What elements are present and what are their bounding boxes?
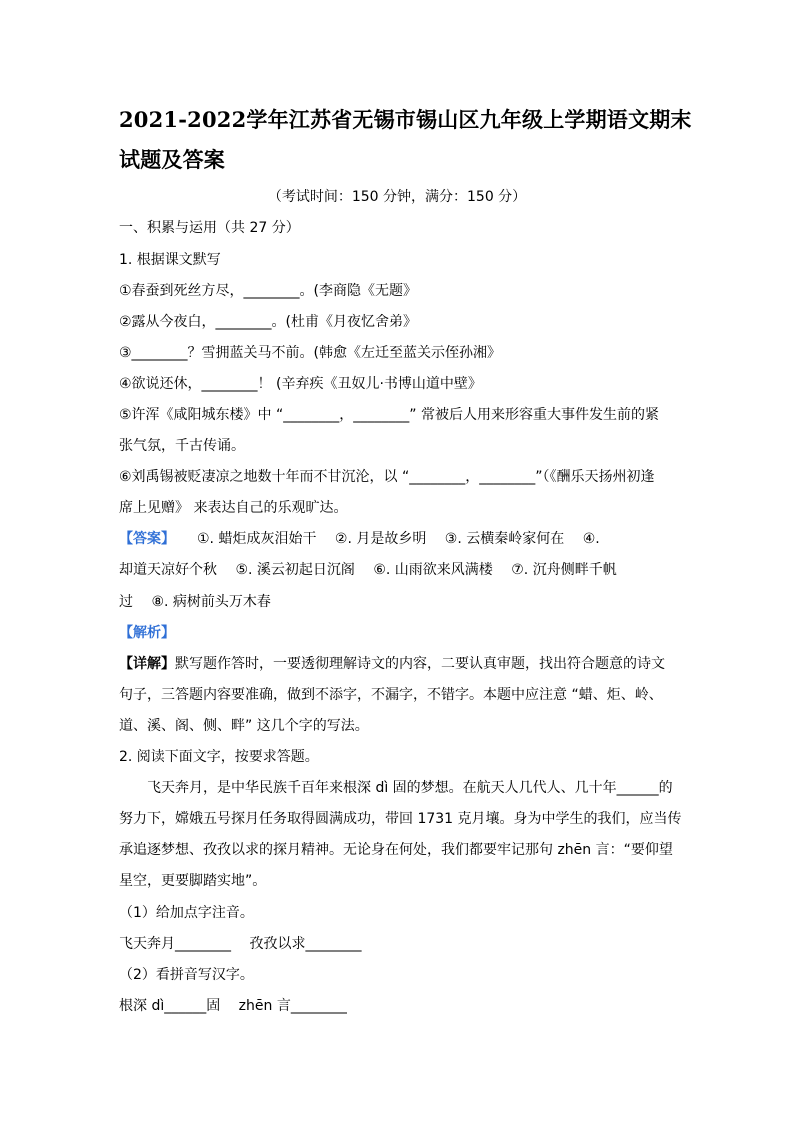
q2-sub-2-answer: 根深 dì______固 zhēn 言________	[119, 998, 347, 1014]
q2-sub-1: （1）给加点字注音。	[119, 905, 254, 921]
q1-answer-line-3: 过 ⑧. 病树前头万木春	[119, 594, 271, 610]
q1-detail-line-1	[119, 655, 665, 673]
answer-text-1: ①. 蜡炬成灰泪始干 ②. 月是故乡明 ③. 云横秦岭家何在 ④.	[197, 531, 600, 547]
q1-item-2: ②露从今夜白，________。(杜甫《月夜忆舍弟》	[119, 314, 418, 330]
q1-detail-line-2: 句子，三答题内容要准确，做到不添字，不漏字，不错字。本题中应注意 “蜡、炬、岭、	[119, 687, 663, 703]
q1-detail-line-3: 道、溪、阁、侧、畔” 这几个字的写法。	[119, 718, 369, 734]
exam-info: （考试时间：150 分钟，满分：150 分）	[267, 189, 527, 205]
q2-paragraph-line-1: 飞天奔月，是中华民族千百年来根深 dì 固的梦想。在航天人几代人、几十年______的	[147, 780, 673, 796]
q1-item-3: ③________？雪拥蓝关马不前。(韩愈《左迁至蓝关示侄孙湘》	[119, 345, 502, 361]
q1-item-6-cont: 席上见赠》 来表达自己的乐观旷达。	[119, 500, 348, 516]
q2-sub-2: （2）看拼音写汉字。	[119, 967, 254, 983]
q2-paragraph-line-2: 努力下，嫦娥五号探月任务取得圆满成功，带回 1731 克月壤。身为中学生的我们，应当传	[119, 811, 682, 827]
document-title-line-1: 2021-2022学年江苏省无锡市锡山区九年级上学期语文期末	[119, 107, 692, 132]
q1-item-6: ⑥刘禹锡被贬凄凉之地数十年而不甘沉沦，以 “________，________”（《酬乐天扬州初逢	[119, 469, 655, 485]
q1-answer-line-2: 却道天凉好个秋 ⑤. 溪云初起日沉阁 ⑥. 山雨欲来风满楼 ⑦. 沉舟侧畔千帆	[119, 562, 617, 578]
analysis-label: 【解析】	[119, 625, 175, 641]
q1-answer-line-1	[119, 530, 675, 548]
document-title-line-2: 试题及答案	[119, 147, 225, 172]
question-1-stem: 1. 根据课文默写	[119, 252, 221, 268]
answer-label: 【答案】	[119, 531, 175, 547]
q2-sub-1-answer: 飞天奔月________ 孜孜以求________	[119, 936, 362, 952]
q1-item-1: ①春蚕到死丝方尽，________。(李商隐《无题》	[119, 283, 418, 299]
q1-item-4: ④欲说还休，________！ (辛弃疾《丑奴儿·书博山道中壁》	[119, 376, 482, 392]
detail-label: 【详解】	[119, 656, 175, 672]
section-heading: 一、积累与运用（共 27 分）	[119, 220, 300, 236]
q1-item-5: ⑤许浑《咸阳城东楼》中 “________，________” 常被后人用来形容重大事件发生前的紧	[119, 407, 659, 423]
q2-paragraph-line-4: 星空，更要脚踏实地”。	[119, 873, 267, 889]
detail-text-1: 默写题作答时，一要透彻理解诗文的内容，二要认真审题，找出符合题意的诗文	[175, 656, 665, 672]
question-2-stem: 2. 阅读下面文字，按要求答题。	[119, 749, 319, 765]
q1-item-5-cont: 张气氛，千古传诵。	[119, 438, 245, 454]
q2-paragraph-line-3: 承追逐梦想、孜孜以求的探月精神。无论身在何处，我们都要牢记那句 zhēn 言：“要仰望	[119, 842, 673, 858]
